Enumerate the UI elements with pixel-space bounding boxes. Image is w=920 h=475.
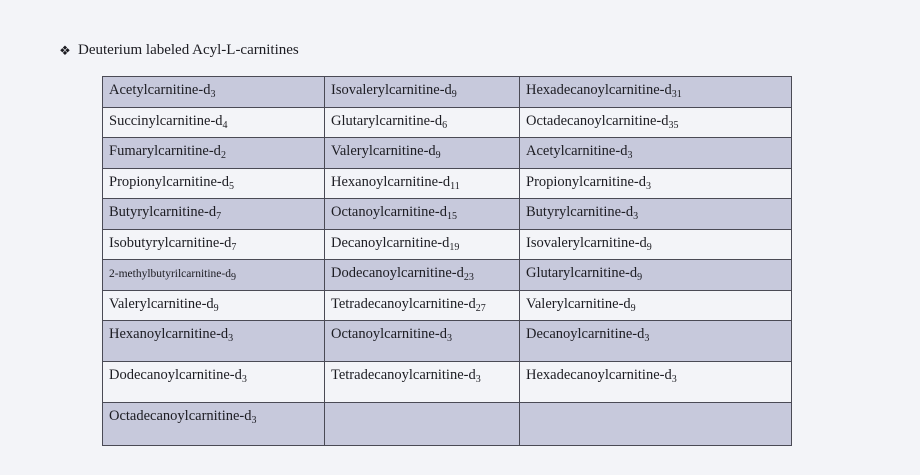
cell-name: Hexadecanoylcarnitine-d — [526, 367, 672, 383]
table-cell — [325, 199, 520, 230]
cell-name: Acetylcarnitine-d — [526, 143, 628, 159]
table-cell — [520, 321, 792, 362]
cell-subscript: 27 — [475, 303, 486, 314]
cell-subscript: 9 — [451, 89, 457, 100]
cell-name: Hexanoylcarnitine-d — [109, 326, 229, 342]
carnitine-table — [102, 76, 792, 446]
cell-name: Octadecanoylcarnitine-d — [526, 113, 669, 129]
table-cell — [520, 230, 792, 260]
table-cell — [520, 260, 792, 291]
cell-name: Glutarylcarnitine-d — [526, 265, 638, 281]
table-cell — [103, 291, 325, 321]
table-cell — [103, 230, 325, 260]
cell-subscript: 3 — [210, 89, 216, 100]
cell-name: Glutarylcarnitine-d — [331, 113, 443, 129]
table-cell — [103, 321, 325, 362]
cell-name: Tetradecanoylcarnitine-d — [331, 367, 476, 383]
cell-name: Propionylcarnitine-d — [526, 174, 647, 190]
cell-subscript: 3 — [671, 374, 677, 385]
table-cell — [325, 321, 520, 362]
table-row — [103, 138, 792, 169]
cell-subscript: 3 — [646, 181, 652, 192]
cell-name: Tetradecanoylcarnitine-d — [331, 296, 476, 312]
cell-name: Hexanoylcarnitine-d — [331, 174, 451, 190]
cell-subscript: 9 — [435, 150, 441, 161]
table-cell — [103, 77, 325, 108]
cell-subscript: 3 — [241, 374, 247, 385]
cell-name: Valerylcarnitine-d — [109, 296, 214, 312]
cell-subscript: 31 — [671, 89, 682, 100]
cell-subscript: 5 — [229, 181, 235, 192]
cell-subscript: 19 — [449, 242, 460, 253]
table-cell — [325, 362, 520, 403]
table-row — [103, 403, 792, 446]
cell-subscript: 35 — [668, 120, 679, 131]
cell-name: Hexadecanoylcarnitine-d — [526, 82, 672, 98]
table-cell — [103, 138, 325, 169]
table-cell — [520, 77, 792, 108]
cell-name: Propionylcarnitine-d — [109, 174, 230, 190]
table-row — [103, 362, 792, 403]
table-row — [103, 260, 792, 291]
cell-name: Decanoylcarnitine-d — [331, 235, 450, 251]
cell-name: Octanoylcarnitine-d — [331, 204, 447, 220]
cell-name: 2-methylbutyrilcarnitine-d — [109, 268, 231, 280]
section-title: Deuterium labeled Acyl-L-carnitines — [78, 42, 299, 58]
cell-name: Decanoylcarnitine-d — [526, 326, 645, 342]
table-cell — [325, 169, 520, 199]
cell-name: Fumarylcarnitine-d — [109, 143, 221, 159]
table-cell — [325, 230, 520, 260]
empty-cell — [520, 403, 792, 446]
cell-name: Valerylcarnitine-d — [331, 143, 436, 159]
cell-subscript: 11 — [450, 181, 460, 192]
table-row — [103, 291, 792, 321]
section-heading — [58, 42, 299, 59]
cell-subscript: 3 — [475, 374, 481, 385]
cell-subscript: 3 — [627, 150, 633, 161]
cell-subscript: 3 — [633, 211, 639, 222]
cell-name: Octadecanoylcarnitine-d — [109, 408, 252, 424]
cell-subscript: 9 — [213, 303, 219, 314]
table-cell — [520, 138, 792, 169]
cell-subscript: 3 — [251, 415, 257, 426]
cell-subscript: 9 — [646, 242, 652, 253]
cell-name: Acetylcarnitine-d — [109, 82, 211, 98]
table-cell — [325, 138, 520, 169]
cell-subscript: 7 — [231, 242, 237, 253]
cell-subscript: 3 — [644, 333, 650, 344]
empty-cell — [325, 403, 520, 446]
cell-subscript: 9 — [637, 272, 643, 283]
table-cell — [103, 169, 325, 199]
table-row — [103, 108, 792, 138]
cell-subscript: 9 — [231, 272, 236, 283]
table-cell — [520, 362, 792, 403]
diamond-bullet-icon: ❖ — [59, 42, 71, 58]
table-cell — [103, 108, 325, 138]
cell-name: Butyrylcarnitine-d — [109, 204, 217, 220]
cell-subscript: 3 — [228, 333, 234, 344]
table-cell — [325, 108, 520, 138]
cell-name: Succinylcarnitine-d — [109, 113, 223, 129]
cell-name: Butyrylcarnitine-d — [526, 204, 634, 220]
cell-name: Octanoylcarnitine-d — [331, 326, 447, 342]
cell-subscript: 3 — [446, 333, 452, 344]
table-cell — [103, 403, 325, 446]
cell-name: Isobutyrylcarnitine-d — [109, 235, 232, 251]
table-cell — [103, 260, 325, 291]
cell-subscript: 15 — [446, 211, 457, 222]
table-row — [103, 199, 792, 230]
table-cell — [103, 362, 325, 403]
table-row — [103, 230, 792, 260]
cell-name: Valerylcarnitine-d — [526, 296, 631, 312]
cell-subscript: 23 — [463, 272, 474, 283]
table-cell — [325, 77, 520, 108]
cell-name: Dodecanoylcarnitine-d — [331, 265, 464, 281]
cell-subscript: 6 — [442, 120, 448, 131]
cell-name: Isovalerylcarnitine-d — [331, 82, 452, 98]
table-cell — [520, 291, 792, 321]
table-cell — [325, 291, 520, 321]
table-row — [103, 77, 792, 108]
cell-subscript: 7 — [216, 211, 222, 222]
cell-subscript: 4 — [222, 120, 228, 131]
table-cell — [325, 260, 520, 291]
table-cell — [520, 108, 792, 138]
cell-name: Dodecanoylcarnitine-d — [109, 367, 242, 383]
table-row — [103, 321, 792, 362]
cell-name: Isovalerylcarnitine-d — [526, 235, 647, 251]
table-cell — [520, 169, 792, 199]
cell-subscript: 9 — [630, 303, 636, 314]
table-row — [103, 169, 792, 199]
table-cell — [103, 199, 325, 230]
table-cell — [520, 199, 792, 230]
cell-subscript: 2 — [220, 150, 226, 161]
